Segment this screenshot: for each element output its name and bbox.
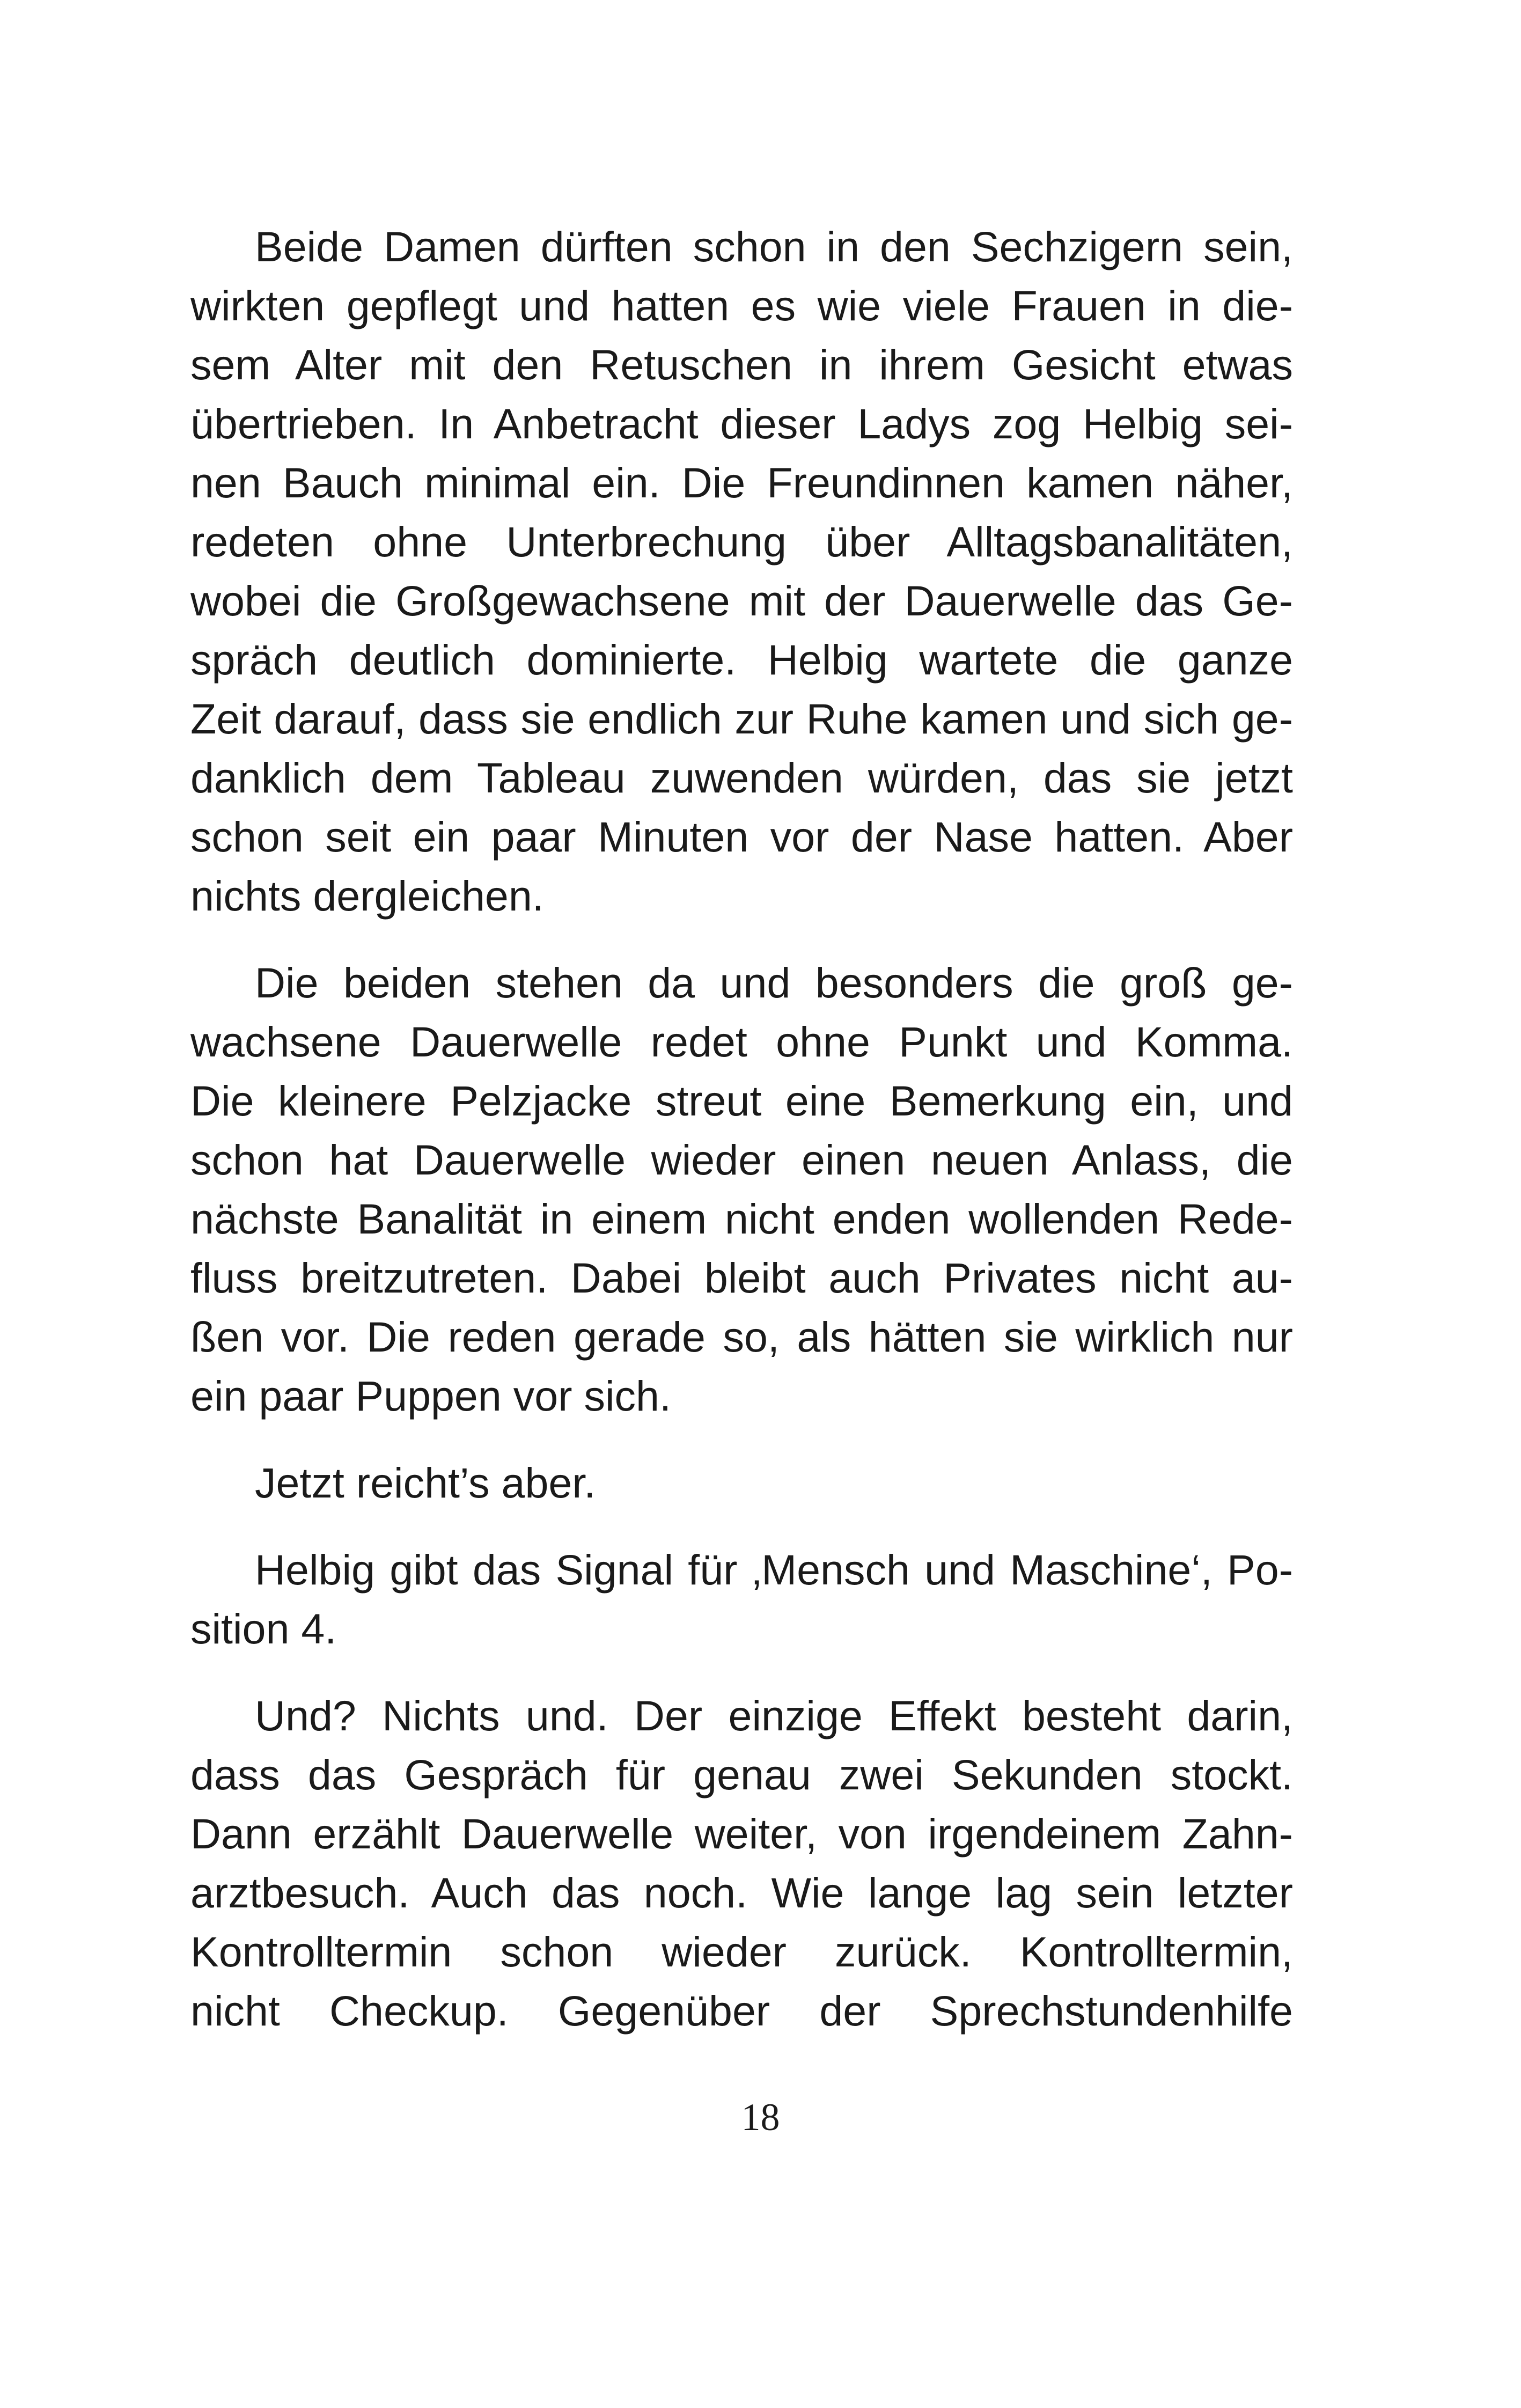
text-line: Helbig gibt das Signal für ‚Mensch und Maschine‘, Po- xyxy=(255,1546,1293,1594)
text-line: übertrieben. In Anbetracht dieser Ladys zog Helbig sei- xyxy=(190,400,1293,447)
paragraph xyxy=(190,217,1293,926)
text-line: danklich dem Tableau zuwenden würden, das sie jetzt xyxy=(190,754,1293,802)
text-line: Kontrolltermin schon wieder zurück. Kontrolltermin, xyxy=(190,1928,1293,1976)
paragraph xyxy=(190,1540,1293,1658)
text-line: Jetzt reicht’s aber. xyxy=(255,1459,596,1507)
text-line: Dann erzählt Dauerwelle weiter, von irgendeinem Zahn- xyxy=(190,1810,1293,1858)
text-line: spräch deutlich dominierte. Helbig wartete die ganze xyxy=(190,636,1293,684)
text-line: nicht Checkup. Gegenüber der Sprechstundenhilfe xyxy=(190,1987,1293,2035)
text-line: schon hat Dauerwelle wieder einen neuen Anlass, die xyxy=(190,1136,1293,1184)
text-line: nächste Banalität in einem nicht enden wollenden Rede- xyxy=(190,1195,1293,1243)
text-line: ein paar Puppen vor sich. xyxy=(190,1372,671,1420)
text-line: Und? Nichts und. Der einzige Effekt besteht darin, xyxy=(255,1692,1293,1739)
text-line: ßen vor. Die reden gerade so, als hätten sie wirklich nur xyxy=(190,1313,1293,1361)
text-line: nichts dergleichen. xyxy=(190,872,544,920)
text-line: redeten ohne Unterbrechung über Alltagsbanalitäten, xyxy=(190,518,1293,566)
text-line: dass das Gespräch für genau zwei Sekunden stockt. xyxy=(190,1751,1293,1798)
text-line: fluss breitzutreten. Dabei bleibt auch Privates nicht au- xyxy=(190,1254,1293,1302)
paragraph xyxy=(190,953,1293,1426)
text-line: Die beiden stehen da und besonders die groß ge- xyxy=(255,959,1293,1007)
page-number: 18 xyxy=(741,2096,780,2139)
text-line: arztbesuch. Auch das noch. Wie lange lag sein letzter xyxy=(190,1869,1293,1917)
text-line: schon seit ein paar Minuten vor der Nase hatten. Aber xyxy=(190,813,1293,861)
body-text xyxy=(190,217,1293,2068)
text-line: wobei die Großgewachsene mit der Dauerwelle das Ge- xyxy=(190,577,1293,625)
text-line: wirkten gepflegt und hatten es wie viele Frauen in die- xyxy=(190,282,1293,329)
text-line: sem Alter mit den Retuschen in ihrem Gesicht etwas xyxy=(190,341,1293,388)
text-line: nen Bauch minimal ein. Die Freundinnen kamen näher, xyxy=(190,459,1293,506)
text-line: Beide Damen dürften schon in den Sechzigern sein, xyxy=(255,223,1293,270)
paragraph xyxy=(190,1686,1293,2040)
paragraph xyxy=(190,1453,1293,1513)
text-line: wachsene Dauerwelle redet ohne Punkt und Komma. xyxy=(190,1018,1293,1066)
text-line: Die kleinere Pelzjacke streut eine Bemerkung ein, und xyxy=(190,1077,1293,1125)
text-line: sition 4. xyxy=(190,1605,337,1653)
text-line: Zeit darauf, dass sie endlich zur Ruhe kamen und sich ge- xyxy=(190,695,1293,743)
